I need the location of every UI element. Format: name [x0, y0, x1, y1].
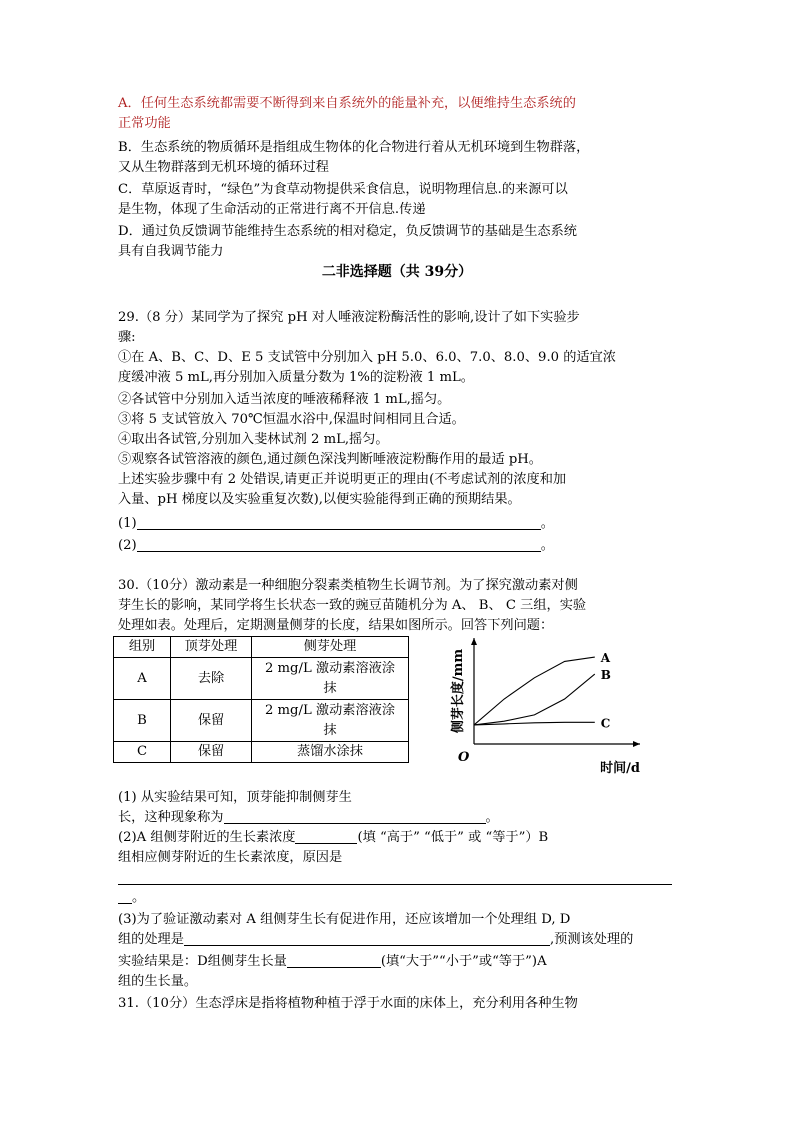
option-a-line-1: A．任何生态系统都需要不断得到来自系统外的能量补充，以便维持生态系统的 [118, 96, 576, 111]
option-c-line-1: C．草原返青时，“绿色”为食草动物提供采食信息，说明物理信息.的来源可以 [118, 182, 568, 197]
q30-sub3-text-d: (填“大于”“小于”或“等于”)A [380, 954, 547, 969]
q30-sub2-answer-rule[interactable] [118, 884, 672, 885]
table-cell-apical: 去除 [171, 658, 252, 700]
lateral-text-1: 2 mg/L 激动素溶液涂 [264, 702, 396, 718]
answer-blank-2[interactable] [137, 537, 541, 552]
table-cell-lateral [252, 700, 409, 742]
end-mark: 。 [132, 890, 146, 905]
q30-sub1-line-2 [118, 808, 499, 828]
option-b-line-2: 又从生物群落到无机环境的循环过程 [118, 160, 329, 175]
answer-label: (1) [118, 516, 137, 531]
lateral-text-1: 2 mg/L 激动素溶液涂 [264, 660, 396, 676]
q30-sub2-line-3 [118, 888, 145, 908]
series-label-a: A [600, 651, 611, 666]
q30-sub3-line-3 [118, 952, 547, 972]
table-cell-apical: 保留 [171, 742, 252, 763]
q29-line: ③将 5 支试管放入 70℃恒温水浴中,保温时间相同且合适。 [118, 412, 465, 427]
series-label-b: B [600, 668, 611, 683]
table-header: 组别 [114, 637, 171, 658]
q30-sub1-blank[interactable] [224, 809, 486, 824]
x-axis-label: 时间/d [600, 761, 640, 776]
q30-sub2-line-1 [118, 828, 548, 848]
q30-sub3-line-1: (3)为了验证激动素对 A 组侧芽生长有促进作用，还应该增加一个处理组 D, D [118, 912, 571, 927]
option-b-line-1: B．生态系统的物质循环是指组成生物体的化合物进行着从无机环境到生物群落， [118, 140, 590, 155]
q30-sub1-text: 长，这种现象称为 [118, 810, 224, 825]
chart-labels-group [450, 649, 640, 776]
table-row [114, 658, 409, 700]
table-header: 侧芽处理 [252, 637, 409, 658]
q30-sub2-blank-tail[interactable] [118, 889, 132, 904]
q30-sub3-line-2 [118, 930, 633, 950]
table-cell-group: A [114, 658, 171, 700]
table-row [114, 742, 409, 763]
origin-label: O [458, 750, 470, 765]
q29-line: ⑤观察各试管溶液的颜色,通过颜色深浅判断唾液淀粉酶作用的最适 pH。 [118, 452, 542, 467]
q30-line: 芽生长的影响，某同学将生长状态一致的豌豆苗随机分为 A、 B、 C 三组，实验 [118, 598, 587, 613]
q30-line: 30.（10分）激动素是一种细胞分裂素类植物生长调节剂。为了探究激动素对侧 [118, 578, 578, 593]
end-mark: 。 [485, 810, 499, 825]
q30-sub2-choice: (填 “高于” “低于” 或 “等于”）B [357, 830, 549, 845]
q30-line: 处理如表。处理后，定期测量侧芽的长度，结果如图所示。回答下列问题： [118, 618, 554, 633]
q30-sub2-line-2: 组相应侧芽附近的生长素浓度，原因是 [118, 850, 343, 865]
q29-line: 上述实验步骤中有 2 处错误,请更正并说明更正的理由(不考虑试剂的浓度和加 [118, 472, 567, 487]
table-cell-lateral: 蒸馏水涂抹 [252, 742, 409, 763]
q30-sub3-blank-2[interactable] [287, 953, 381, 968]
q29-line: ④取出各试管,分别加入斐林试剂 2 mL,摇匀。 [118, 432, 389, 447]
q30-sub3-blank-1[interactable] [184, 931, 550, 946]
treatment-table [113, 636, 409, 763]
y-axis-arrow [471, 638, 477, 645]
q29-answer-1 [118, 514, 554, 534]
q30-sub2-blank[interactable] [295, 829, 357, 844]
q30-sub3-text-b: ,预测该处理的 [549, 932, 634, 947]
table-cell-group: C [114, 742, 171, 763]
option-c-line-2: 是生物，体现了生命活动的正常进行离不开信息.传递 [118, 202, 426, 217]
table-cell-group: B [114, 700, 171, 742]
series-label-c: C [600, 716, 611, 731]
q29-line: 入量、pH 梯度以及实验重复次数),以便实验能得到正确的预期结果。 [118, 492, 521, 507]
table-cell-lateral [252, 658, 409, 700]
q29-line: 骤: [118, 330, 136, 345]
section-title: 二非选择题（共 39分） [321, 264, 473, 280]
q29-line: ②各试管中分别加入适当浓度的唾液稀释液 1 mL,摇匀。 [118, 392, 451, 407]
option-a-line-2: 正常功能 [118, 116, 171, 131]
chart-axes [471, 638, 640, 747]
option-d-line-2: 具有自我调节能力 [118, 244, 224, 259]
lateral-bud-growth-chart [448, 636, 648, 786]
q30-sub3-text-c: 实验结果是：D组侧芽生长量 [118, 954, 287, 969]
q29-line: ①在 A、B、C、D、E 5 支试管中分别加入 pH 5.0、6.0、7.0、8.0、9.0 的适宜浓 [118, 350, 616, 365]
chart-series-group [474, 657, 595, 725]
table-row [114, 700, 409, 742]
series-line-b [474, 674, 595, 725]
q30-sub3-line-4: 组的生长量。 [118, 974, 198, 989]
x-axis-arrow [633, 741, 640, 747]
lateral-text-2: 抹 [323, 680, 337, 696]
table-header: 顶芽处理 [171, 637, 252, 658]
q30-sub1-line-1: (1) 从实验结果可知，顶芽能抑制侧芽生 [118, 790, 352, 805]
answer-blank-1[interactable] [137, 515, 541, 530]
end-mark: 。 [540, 538, 554, 553]
table-header-row [114, 637, 409, 658]
lateral-text-2: 抹 [323, 722, 337, 738]
q30-sub2-text: (2)A 组侧芽附近的生长素浓度 [118, 830, 296, 845]
answer-label: (2) [118, 538, 137, 553]
table-cell-apical: 保留 [171, 700, 252, 742]
end-mark: 。 [540, 516, 554, 531]
y-axis-label: 侧芽长度/mm [451, 648, 466, 734]
q29-answer-2 [118, 536, 554, 556]
q29-line: 29.（8 分）某同学为了探究 pH 对人唾液淀粉酶活性的影响,设计了如下实验步 [118, 310, 580, 325]
q29-line: 度缓冲液 5 mL,再分别加入质量分数为 1%的淀粉液 1 mL。 [118, 370, 474, 385]
q30-sub3-text: 组的处理是 [118, 932, 184, 947]
option-d-line-1: D．通过负反馈调节能维持生态系统的相对稳定，负反馈调节的基础是生态系统 [118, 224, 577, 239]
q31-line-1: 31.（10分）生态浮床是指将植物种植于浮于水面的床体上，充分利用各种生物 [118, 996, 578, 1011]
